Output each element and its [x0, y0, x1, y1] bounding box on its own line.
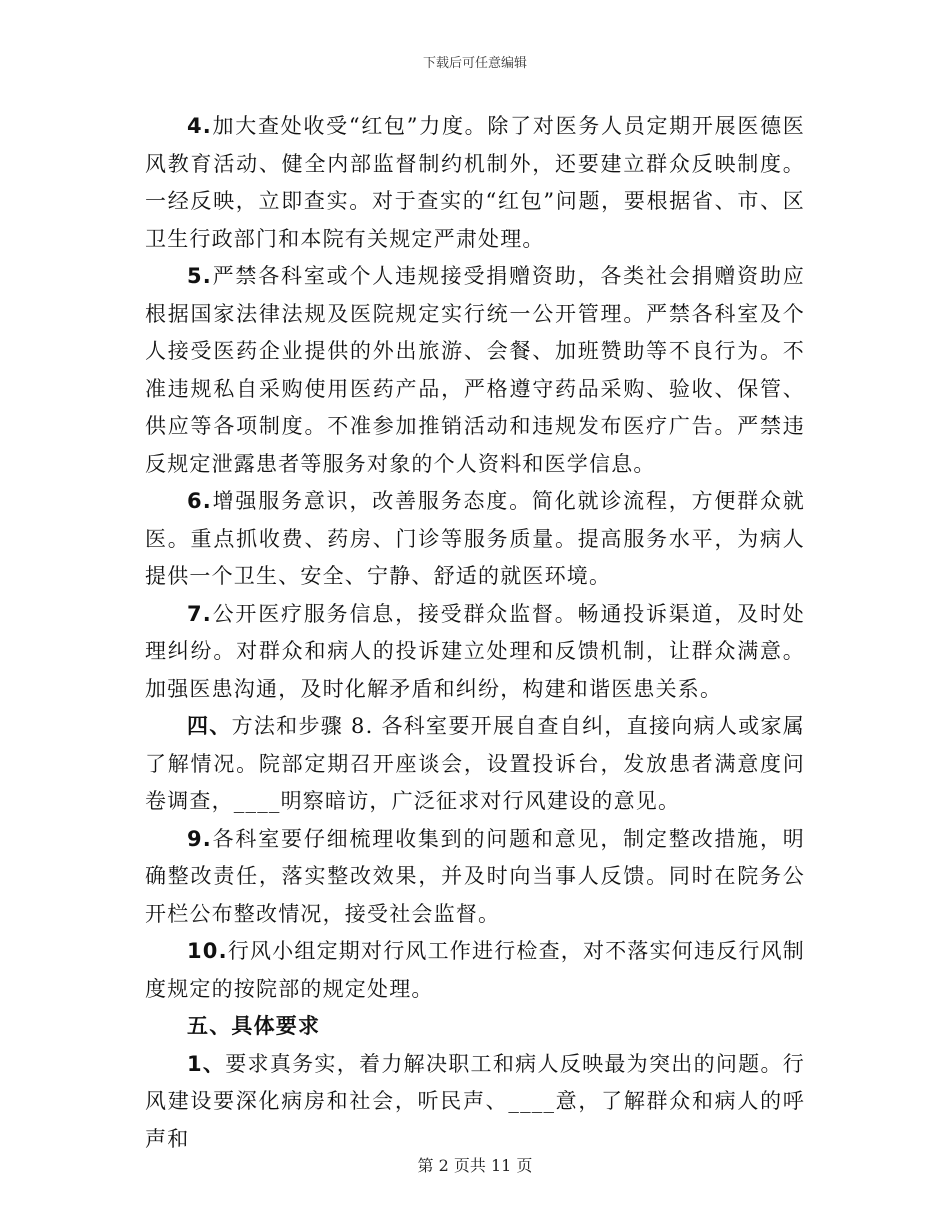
paragraph-text: 加大查处收受“红包”力度。除了对医务人员定期开展医德医风教育活动、健全内部监督制约机制外，还要建立群众反映制度。一经反映，立即查实。对于查实的“红包”问题，要根据省、市、区卫生行政部门和本院有关规定严肃处理。	[145, 114, 805, 251]
paragraph-number: 7.	[187, 601, 212, 626]
paragraph-text: 增强服务意识，改善服务态度。简化就诊流程，方便群众就医。重点抓收费、药房、门诊等服务质量。提高服务水平，为病人提供一个卫生、安全、宁静、舒适的就医环境。	[145, 489, 805, 588]
paragraph-requirement-1	[145, 1046, 805, 1159]
paragraph-4	[145, 108, 805, 258]
paragraph-text: 公开医疗服务信息，接受群众监督。畅通投诉渠道，及时处理纠纷。对群众和病人的投诉建立处理和反馈机制，让群众满意。加强医患沟通，及时化解矛盾和纠纷，构建和谐医患关系。	[145, 601, 805, 701]
page-header: 下载后可任意编辑	[422, 56, 527, 71]
paragraph-number: 9.	[187, 826, 212, 851]
paragraph-number: 4.	[187, 114, 212, 138]
paragraph-number: 四、	[187, 714, 232, 738]
paragraph-text: 严禁各科室或个人违规接受捐赠资助，各类社会捐赠资助应根据国家法律法规及医院规定实行统一公开管理。严禁各科室及个人接受医药企业提供的外出旅游、会餐、加班赞助等不良行为。不准违规私自采购使用医药产品，严格遵守药品采购、验收、保管、供应等各项制度。不准参加推销活动和违规发布医疗广告。严禁违反规定泄露患者等服务对象的个人资料和医学信息。	[145, 264, 805, 476]
paragraph-section-4	[145, 708, 805, 821]
paragraph-number: 10.	[187, 939, 228, 963]
paragraph-text: 行风小组定期对行风工作进行检查，对不落实何违反行风制度规定的按院部的规定处理。	[145, 939, 806, 1001]
paragraph-text: 各科室要仔细梳理收集到的问题和意见，制定整改措施，明确整改责任，落实整改效果，并及时向当事人反馈。同时在院务公开栏公布整改情况，接受社会监督。	[145, 826, 805, 926]
paragraph-number: 6.	[187, 489, 212, 513]
paragraph-number: 1、	[187, 1051, 226, 1076]
paragraph-9	[145, 821, 805, 934]
paragraph-text: 要求真务实，着力解决职工和病人反映最为突出的问题。行风建设要深化病房和社会，听民声、____意，了解群众和病人的呼声和	[145, 1051, 805, 1151]
paragraph-10	[145, 933, 805, 1008]
document-body	[145, 108, 805, 1158]
page-footer: 第 2 页共 11 页	[417, 1156, 533, 1175]
paragraph-text: 方法和步骤 8. 各科室要开展自查自纠，直接向病人或家属了解情况。院部定期召开座谈会，设置投诉台，发放患者满意度问卷调查，____明察暗访，广泛征求对行风建设的意见。	[145, 714, 805, 813]
section-heading: 五、具体要求	[187, 1014, 321, 1038]
paragraph-6	[145, 483, 805, 596]
paragraph-7	[145, 596, 805, 709]
paragraph-5	[145, 258, 805, 483]
paragraph-number: 5.	[187, 264, 212, 288]
